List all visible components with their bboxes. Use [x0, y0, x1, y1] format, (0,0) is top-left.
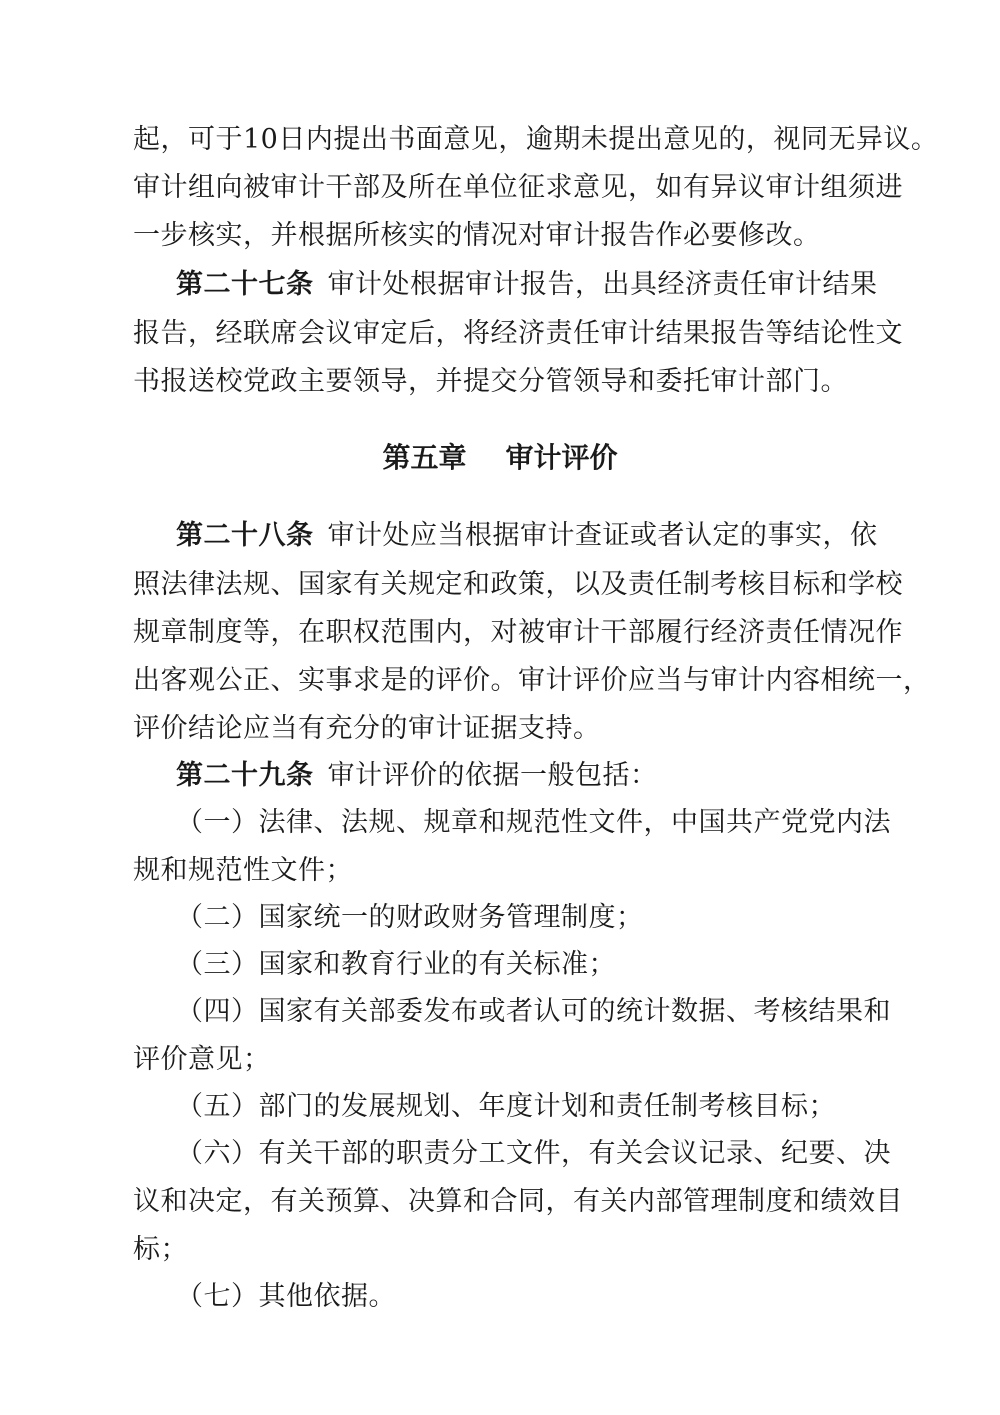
chapter-heading [0, 434, 1000, 482]
list-item-line: （四）国家有关部委发布或者认可的统计数据、考核结果和 [176, 996, 891, 1027]
list-item-line: 规和规范性文件； [133, 855, 353, 886]
article-27-line: 书报送校党政主要领导，并提交分管领导和委托审计部门。 [133, 366, 848, 397]
paragraph-line: 一步核实，并根据所核实的情况对审计报告作必要修改。 [133, 220, 821, 251]
list-item-line: （三）国家和教育行业的有关标准； [176, 949, 616, 980]
article-27-first-line [176, 261, 878, 309]
article-28-line: 评价结论应当有充分的审计证据支持。 [133, 713, 601, 744]
list-item-line: （六）有关干部的职责分工文件，有关会议记录、纪要、决 [176, 1138, 891, 1169]
article-28-heading: 第二十八条 [176, 520, 314, 551]
list-item-line: （五）部门的发展规划、年度计划和责任制考核目标； [176, 1091, 836, 1122]
list-item-line: （一）法律、法规、规章和规范性文件，中国共产党党内法 [176, 807, 891, 838]
article-29-first-line [176, 752, 867, 800]
article-29-intro: 审计评价的依据一般包括： [327, 760, 658, 791]
chapter-title: 审计评价 [505, 441, 618, 474]
paragraph-line: 审计组向被审计干部及所在单位征求意见，如有异议审计组须进 [133, 172, 903, 203]
article-27-heading: 第二十七条 [176, 269, 314, 300]
list-item-line: （二）国家统一的财政财务管理制度； [176, 902, 644, 933]
article-28-line: 规章制度等，在职权范围内，对被审计干部履行经济责任情况作 [133, 617, 903, 648]
article-27-line: 报告，经联席会议审定后，将经济责任审计结果报告等结论性文 [133, 318, 903, 349]
list-item-line: 标； [133, 1234, 188, 1265]
article-28-first-line [176, 512, 878, 560]
list-item-line: （七）其他依据。 [176, 1281, 396, 1312]
article-29-heading: 第二十九条 [176, 760, 314, 791]
paragraph-line: 起，可于10日内提出书面意见，逾期未提出意见的，视同无异议。 [133, 124, 939, 155]
article-28-line: 出客观公正、实事求是的评价。审计评价应当与审计内容相统一， [133, 665, 931, 696]
list-item-line: 议和决定，有关预算、决算和合同，有关内部管理制度和绩效目 [133, 1186, 903, 1217]
article-28-line: 照法律法规、国家有关规定和政策，以及责任制考核目标和学校 [133, 569, 903, 600]
list-item-line: 评价意见； [133, 1044, 271, 1075]
article-28-text: 审计处应当根据审计查证或者认定的事实，依 [327, 520, 878, 551]
chapter-number: 第五章 [382, 441, 467, 474]
article-27-text: 审计处根据审计报告，出具经济责任审计结果 [327, 269, 878, 300]
